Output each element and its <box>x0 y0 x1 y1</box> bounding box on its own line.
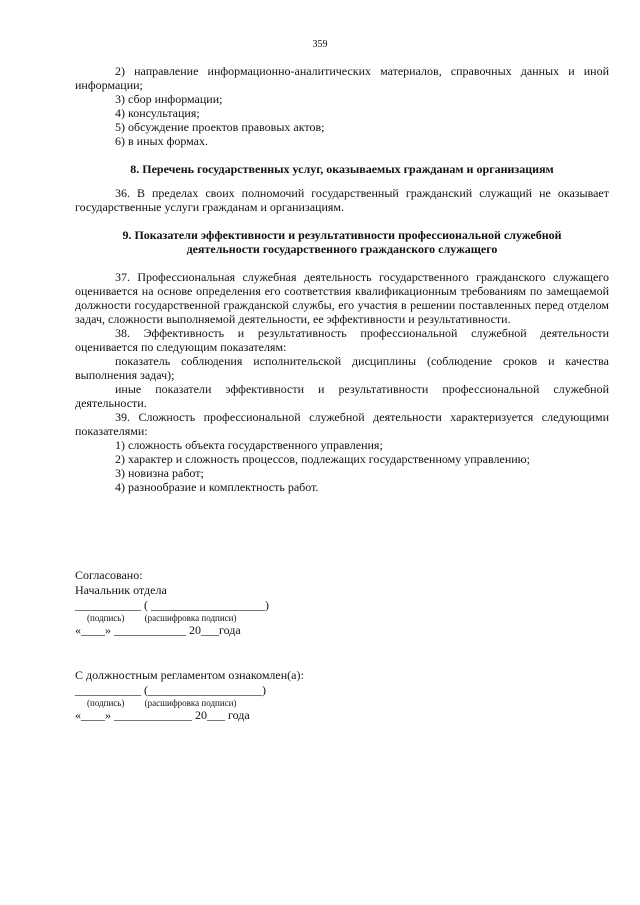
acquaintance-block <box>75 668 395 723</box>
approval-block <box>75 568 395 638</box>
paragraph-38: 38. Эффективность и результативность профессиональной служебной деятельности оценивается по следующим показателям: <box>75 326 609 354</box>
paragraph-38-item: иные показатели эффективности и результативности профессиональной служебной деятельности. <box>75 382 609 410</box>
paragraph-39-item: 1) сложность объекта государственного управления; <box>115 438 383 452</box>
approval-role: Начальник отдела <box>75 583 167 597</box>
document-body <box>75 64 609 494</box>
list-item: 2) направление информационно-аналитических материалов, справочных данных и иной информации; <box>75 64 609 92</box>
section-9-heading-line2: деятельности государственного гражданского служащего <box>186 242 498 256</box>
list-item: 5) обсуждение проектов правовых актов; <box>115 120 325 134</box>
acquaintance-title: С должностным регламентом ознакомлен(а): <box>75 668 304 682</box>
paragraph-39-item: 2) характер и сложность процессов, подлежащих государственному управлению; <box>115 452 530 466</box>
approval-signature-line: ___________ ( ___________________) <box>75 598 269 612</box>
acquaintance-signature-captions: (подпись) (расшифровка подписи) <box>87 698 237 708</box>
paragraph-39-item: 4) разнообразие и комплектность работ. <box>115 480 319 494</box>
paragraph-39-item: 3) новизна работ; <box>115 466 204 480</box>
paragraph-39: 39. Сложность профессиональной служебной деятельности характеризуется следующими показателями: <box>75 410 609 438</box>
paragraph-36: 36. В пределах своих полномочий государственный гражданский служащий не оказывает государственные услуги гражданам и организациям. <box>75 186 609 214</box>
list-item: 6) в иных формах. <box>115 134 208 148</box>
acquaintance-date-line: «____» _____________ 20___ года <box>75 708 250 722</box>
approval-date-line: «____» ____________ 20___года <box>75 623 241 637</box>
approval-label: Согласовано: <box>75 568 143 582</box>
section-8-heading: 8. Перечень государственных услуг, оказываемых гражданам и организациям <box>130 162 554 176</box>
approval-signature-captions: (подпись) (расшифровка подписи) <box>87 613 237 623</box>
list-item: 3) сбор информации; <box>115 92 223 106</box>
section-9-heading-line1: 9. Показатели эффективности и результативности профессиональной служебной <box>122 228 562 242</box>
list-item: 4) консультация; <box>115 106 200 120</box>
page-number: 359 <box>312 39 328 50</box>
paragraph-37: 37. Профессиональная служебная деятельность государственного гражданского служащего оценивается на основе определения его соответствия квалификационным требованиям по замещаемой должности государственной гражданской службы, его участия в решении поставленных перед отделом задач, сложности выполняемой деятельности, ее эффективности и результативности. <box>75 270 609 326</box>
acquaintance-signature-line: ___________ (___________________) <box>75 683 266 697</box>
paragraph-38-item: показатель соблюдения исполнительской дисциплины (соблюдение сроков и качества выполнения задач); <box>75 354 609 382</box>
